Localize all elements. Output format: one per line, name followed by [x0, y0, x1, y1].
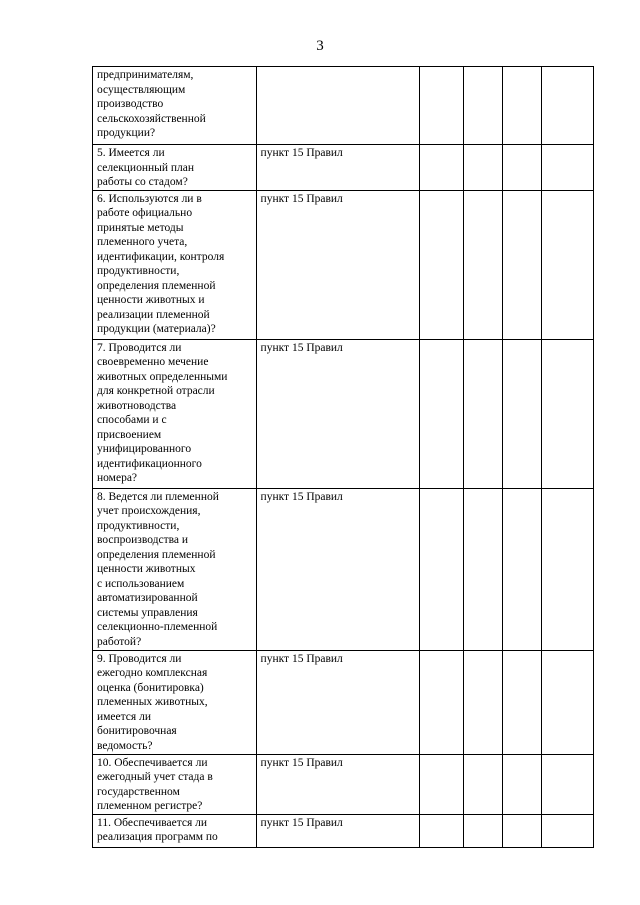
answer-cell [502, 145, 541, 191]
answer-cell [542, 488, 594, 650]
basis-cell: пункт 15 Правил [256, 339, 420, 488]
table-row [93, 488, 594, 650]
basis-cell: пункт 15 Правил [256, 754, 420, 814]
answer-cell [420, 488, 463, 650]
table-row [93, 145, 594, 191]
question-cell: предпринимателям, осуществляющим производство сельскохозяйственной продукции? [93, 67, 257, 145]
answer-cell [463, 814, 502, 847]
table-row [93, 339, 594, 488]
table-row [93, 67, 594, 145]
checklist-table [92, 66, 594, 848]
answer-cell [542, 650, 594, 754]
answer-cell [542, 67, 594, 145]
answer-cell [420, 67, 463, 145]
answer-cell [502, 488, 541, 650]
table-row [93, 814, 594, 847]
answer-cell [502, 339, 541, 488]
answer-cell [502, 814, 541, 847]
answer-cell [463, 190, 502, 339]
answer-cell [463, 339, 502, 488]
answer-cell [542, 814, 594, 847]
question-cell: 8. Ведется ли племенной учет происхождения, продуктивности, воспроизводства и определения племенной ценности животных с использованием автоматизированной системы управления селекционно-племенной работой? [93, 488, 257, 650]
answer-cell [542, 190, 594, 339]
basis-cell: пункт 15 Правил [256, 488, 420, 650]
answer-cell [502, 190, 541, 339]
answer-cell [463, 488, 502, 650]
table-row [93, 650, 594, 754]
answer-cell [420, 190, 463, 339]
answer-cell [463, 145, 502, 191]
answer-cell [502, 754, 541, 814]
basis-cell: пункт 15 Правил [256, 190, 420, 339]
question-cell: 9. Проводится ли ежегодно комплексная оценка (бонитировка) племенных животных, имеется ли бонитировочная ведомость? [93, 650, 257, 754]
answer-cell [463, 754, 502, 814]
table-row [93, 754, 594, 814]
basis-cell [256, 67, 420, 145]
answer-cell [420, 754, 463, 814]
answer-cell [542, 145, 594, 191]
basis-cell: пункт 15 Правил [256, 650, 420, 754]
page-number: 3 [316, 38, 324, 54]
question-cell: 10. Обеспечивается ли ежегодный учет стада в государственном племенном регистре? [93, 754, 257, 814]
answer-cell [420, 145, 463, 191]
question-cell: 11. Обеспечивается ли реализация программ по [93, 814, 257, 847]
question-cell: 6. Используются ли в работе официально принятые методы племенного учета, идентификации, контроля продуктивности, определения племенной ценности животных и реализации племенной продукции (материала)? [93, 190, 257, 339]
answer-cell [463, 67, 502, 145]
table-row [93, 190, 594, 339]
question-cell: 5. Имеется ли селекционный план работы со стадом? [93, 145, 257, 191]
answer-cell [542, 754, 594, 814]
basis-cell: пункт 15 Правил [256, 814, 420, 847]
answer-cell [542, 339, 594, 488]
answer-cell [420, 650, 463, 754]
answer-cell [463, 650, 502, 754]
answer-cell [420, 339, 463, 488]
question-cell: 7. Проводится ли своевременно мечение животных определенными для конкретной отрасли животноводства способами и с присвоением унифицированного идентификационного номера? [93, 339, 257, 488]
answer-cell [502, 67, 541, 145]
basis-cell: пункт 15 Правил [256, 145, 420, 191]
answer-cell [502, 650, 541, 754]
answer-cell [420, 814, 463, 847]
